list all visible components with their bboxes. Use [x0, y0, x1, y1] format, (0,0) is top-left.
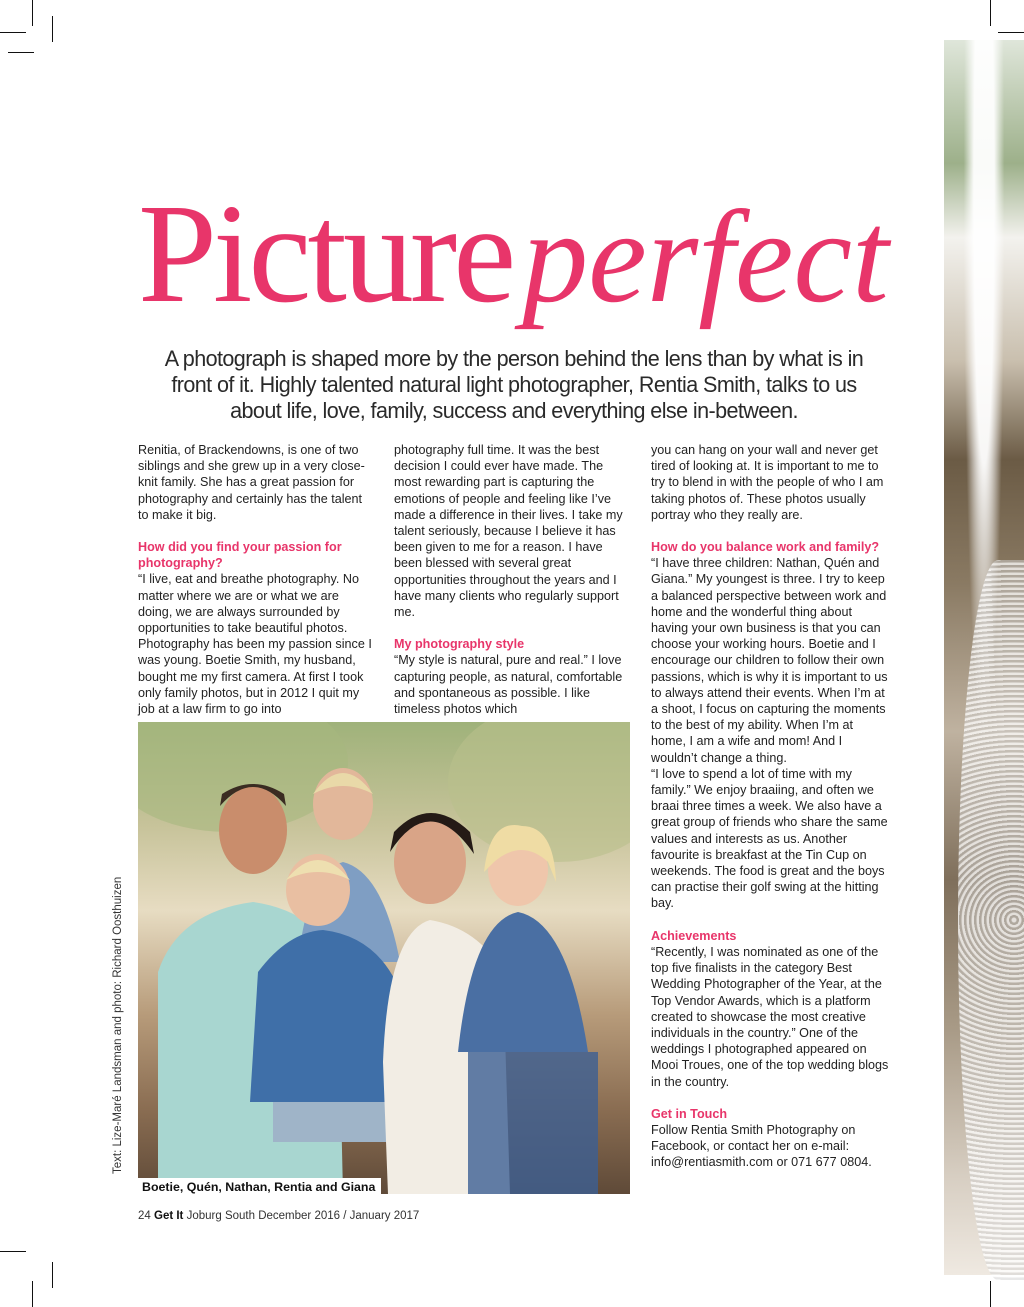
subheading: My photography style: [394, 637, 525, 652]
crop-mark: [52, 1262, 53, 1288]
crop-mark: [990, 1281, 991, 1307]
title-word-perfect: perfect: [522, 183, 889, 330]
magazine-name: Get It: [154, 1210, 184, 1222]
photo-caption: Boetie, Quén, Nathan, Rentia and Giana: [138, 1178, 381, 1196]
paragraph: you can hang on your wall and never get tired of looking at. It is important to me to try to blend in with the people of who I am taking photos of. These photos usually portray who they really are.: [651, 443, 884, 522]
subheading: How do you balance work and family?: [651, 540, 880, 555]
paragraph: “I live, eat and breathe photography. No matter where we are or what we are doing, we are always surrounded by opportunities to take beautiful photos. Photography has been my passion since I was young. Boetie Smith, my husband, bought me my first camera. At first I took only family photos, but in 2012 I quit my job at a law firm to go into: [138, 572, 372, 717]
crop-mark: [990, 0, 991, 26]
crop-mark: [52, 16, 53, 42]
column-3: [651, 442, 891, 1171]
crop-mark: [32, 1281, 33, 1307]
crop-mark: [0, 1251, 26, 1252]
page-footer: [138, 1210, 419, 1222]
photo-credit: Text: Lize-Maré Landsman and photo: Richard Oosthuizen: [112, 876, 124, 1174]
paragraph: “I love to spend a lot of time with my family.” We enjoy braaiing, and often we braai three times a week. We also have a great group of friends who share the same values and interests as us. Another favourite is breakfast at the Tin Cup on weekends. The food is great and the boys can practise their golf swing at the hitting bay.: [651, 766, 888, 911]
family-photo-illustration: [138, 722, 630, 1194]
article-title: [138, 174, 898, 332]
paragraph: “Recently, I was nominated as one of the top five finalists in the category Best Wedding Photographer of the Year, at the Top Vendor Awards, which is a platform created to showcase the most creative individuals in the country.” One of the weddings I photographed appeared on Mooi Troues, one of the top wedding blogs in the country.: [651, 944, 889, 1089]
paragraph: photography full time. It was the best decision I could ever have made. The most rewarding part is capturing the emotions of people and feeling like I’ve made a difference in their lives. I take my talent seriously, because I believe it has been given to me for a reason. I have been blessed with several great opportunities throughout the years and I have many clients who regularly support me.: [394, 443, 623, 620]
crop-mark: [32, 0, 33, 26]
page-number: 24: [138, 1210, 151, 1222]
subheading: How did you find your passion for photography?: [138, 540, 342, 571]
family-photo: [138, 722, 630, 1194]
column-1: [138, 442, 376, 717]
issue-info: Joburg South December 2016 / January 2017: [186, 1210, 420, 1222]
column-2: [394, 442, 632, 717]
crop-mark: [0, 32, 26, 33]
title-word-picture: Picture: [138, 174, 513, 332]
article-intro: A photograph is shaped more by the person behind the lens than by what is in front of it. Highly talented natural light photographer, Rentia Smith, talks to us about life, love, family, success and everything else in-between.: [164, 346, 864, 423]
paragraph: “I have three children: Nathan, Quén and Giana.” My youngest is three. I try to keep a balanced perspective between work and home and the wonderful thing about having your own business is that you can choose your working hours. Boetie and I encourage our children to follow their own passions, which is why it is important to us to always attend their events. When I’m at a shoot, I focus on capturing the moments to the best of my ability. When I’m at home, I am a wife and mom! And I wouldn’t change a thing.: [651, 556, 888, 765]
paragraph: Follow Rentia Smith Photography on Facebook, or contact her on e-mail: info@rentiasmith.com or 071 677 0804.: [651, 1122, 872, 1170]
paragraph: “My style is natural, pure and real.” I love capturing people, as natural, comfortable and spontaneous as possible. I like timeless photos which: [394, 653, 623, 717]
subheading: Get in Touch: [651, 1106, 728, 1121]
crop-mark: [8, 52, 34, 53]
paragraph: Renitia, of Brackendowns, is one of two siblings and she grew up in a very close-knit family. She has a great passion for photography and certainly has the talent to make it big.: [138, 443, 365, 522]
subheading: Achievements: [651, 928, 737, 943]
crop-mark: [998, 32, 1024, 33]
